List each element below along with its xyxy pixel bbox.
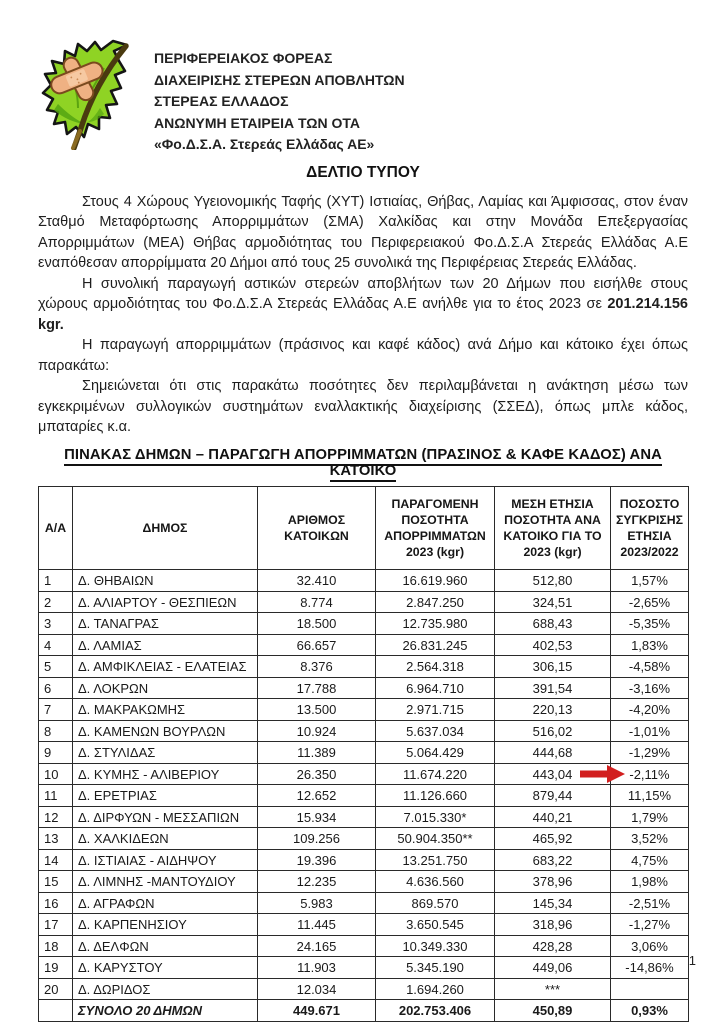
yearly-comparison-pct: 1,57% [611, 570, 689, 592]
waste-quantity: 6.964.710 [376, 677, 495, 699]
yearly-comparison-pct: -5,35% [611, 613, 689, 635]
yearly-comparison-pct: -3,16% [611, 677, 689, 699]
page-number: 1 [688, 953, 696, 968]
municipality-name: Δ. ΚΥΜΗΣ - ΑΛΙΒΕΡΙΟΥ [73, 763, 258, 785]
waste-quantity: 2.971.715 [376, 699, 495, 721]
yearly-comparison-pct: 3,52% [611, 828, 689, 850]
table-row [39, 785, 689, 807]
yearly-comparison-pct: -1,01% [611, 720, 689, 742]
table-title-text: ΠΙΝΑΚΑΣ ΔΗΜΩΝ – ΠΑΡΑΓΩΓΗ ΑΠΟΡΡΙΜΜΑΤΩΝ (ΠΡΑΣΙΝΟΣ & ΚΑΦΕ ΚΑΔΟΣ) ΑΝΑ ΚΑΤΟΙΚΟ [64, 447, 662, 482]
per-capita-quantity: 465,92 [495, 828, 611, 850]
paragraph-per-capita-intro: Η παραγωγή απορριμμάτων (πράσινος και καφέ κάδος) ανά Δήμο και κάτοικο έχει όπως παρακάτω: [38, 337, 688, 374]
row-index: 10 [39, 763, 73, 785]
row-index: 16 [39, 892, 73, 914]
row-index: 2 [39, 591, 73, 613]
per-capita-quantity: 378,96 [495, 871, 611, 893]
municipality-name: Δ. ΛΙΜΝΗΣ -ΜΑΝΤΟΥΔΙΟΥ [73, 871, 258, 893]
municipality-name: Δ. ΤΑΝΑΓΡΑΣ [73, 613, 258, 635]
yearly-comparison-pct: -4,58% [611, 656, 689, 678]
residents-count: 13.500 [258, 699, 376, 721]
per-capita-quantity: 444,68 [495, 742, 611, 764]
waste-quantity: 5.064.429 [376, 742, 495, 764]
table-row [39, 634, 689, 656]
waste-quantity: 11.126.660 [376, 785, 495, 807]
per-capita-quantity: 318,96 [495, 914, 611, 936]
municipality-name: Δ. ΚΑΡΠΕΝΗΣΙΟΥ [73, 914, 258, 936]
table-header [39, 486, 689, 570]
waste-quantity: 3.650.545 [376, 914, 495, 936]
total-residents: 449.671 [258, 1000, 376, 1022]
table-row [39, 871, 689, 893]
per-capita-quantity: 683,22 [495, 849, 611, 871]
municipality-name: Δ. ΚΑΡΥΣΤΟΥ [73, 957, 258, 979]
paragraph-total-production [38, 274, 688, 336]
table-row [39, 914, 689, 936]
municipality-name: Δ. ΔΕΛΦΩΝ [73, 935, 258, 957]
total-pct: 0,93% [611, 1000, 689, 1022]
org-logo [38, 38, 138, 150]
residents-count: 8.774 [258, 591, 376, 613]
waste-quantity: 12.735.980 [376, 613, 495, 635]
residents-count: 24.165 [258, 935, 376, 957]
table-row [39, 570, 689, 592]
table-row [39, 656, 689, 678]
row-index: 3 [39, 613, 73, 635]
waste-quantity: 1.694.260 [376, 978, 495, 1000]
table-row [39, 699, 689, 721]
total-quantity: 202.753.406 [376, 1000, 495, 1022]
per-capita-quantity: 324,51 [495, 591, 611, 613]
residents-count: 11.903 [258, 957, 376, 979]
municipality-name: Δ. ΣΤΥΛΙΔΑΣ [73, 742, 258, 764]
row-index: 13 [39, 828, 73, 850]
row-index: 11 [39, 785, 73, 807]
table-title [38, 447, 688, 479]
municipality-name: Δ. ΛΑΜΙΑΣ [73, 634, 258, 656]
municipality-name: Δ. ΑΓΡΑΦΩΝ [73, 892, 258, 914]
residents-count: 17.788 [258, 677, 376, 699]
org-line-2: ΔΙΑΧΕΙΡΙΣΗΣ ΣΤΕΡΕΩΝ ΑΠΟΒΛΗΤΩΝ [154, 71, 405, 88]
table-row [39, 677, 689, 699]
per-capita-quantity: 220,13 [495, 699, 611, 721]
yearly-comparison-pct: -14,86% [611, 957, 689, 979]
row-index: 19 [39, 957, 73, 979]
yearly-comparison-pct: -4,20% [611, 699, 689, 721]
residents-count: 8.376 [258, 656, 376, 678]
row-index: 14 [39, 849, 73, 871]
municipality-name: Δ. ΚΑΜΕΝΩΝ ΒΟΥΡΛΩΝ [73, 720, 258, 742]
table-row [39, 978, 689, 1000]
residents-count: 12.652 [258, 785, 376, 807]
per-capita-quantity: 428,28 [495, 935, 611, 957]
row-index: 4 [39, 634, 73, 656]
residents-count: 109.256 [258, 828, 376, 850]
residents-count: 32.410 [258, 570, 376, 592]
table-row [39, 828, 689, 850]
row-index: 20 [39, 978, 73, 1000]
total-production-value: 201.214.156 kgr. [38, 296, 688, 333]
table-row [39, 591, 689, 613]
yearly-comparison-pct: -1,29% [611, 742, 689, 764]
per-capita-quantity: 516,02 [495, 720, 611, 742]
waste-quantity: 26.831.245 [376, 634, 495, 656]
yearly-comparison-pct: 1,79% [611, 806, 689, 828]
municipality-name: Δ. ΕΡΕΤΡΙΑΣ [73, 785, 258, 807]
letterhead [38, 38, 688, 156]
row-index: 7 [39, 699, 73, 721]
org-name-block [154, 38, 405, 156]
residents-count: 18.500 [258, 613, 376, 635]
waste-quantity: 4.636.560 [376, 871, 495, 893]
table-row [39, 613, 689, 635]
row-index: 5 [39, 656, 73, 678]
municipality-name: Δ. ΧΑΛΚΙΔΕΩΝ [73, 828, 258, 850]
per-capita-quantity: 879,44 [495, 785, 611, 807]
table-row [39, 742, 689, 764]
municipalities-table [38, 486, 689, 1022]
total-row-index [39, 1000, 73, 1022]
per-capita-quantity: 306,15 [495, 656, 611, 678]
waste-quantity: 16.619.960 [376, 570, 495, 592]
org-line-5: «Φο.Δ.Σ.Α. Στερεάς Ελλάδας ΑΕ» [154, 136, 375, 152]
residents-count: 12.235 [258, 871, 376, 893]
leaf-with-bandage-icon [38, 38, 138, 150]
waste-quantity: 5.345.190 [376, 957, 495, 979]
per-capita-quantity: 688,43 [495, 613, 611, 635]
press-release-title: ΔΕΛΤΙΟ ΤΥΠΟΥ [306, 163, 420, 181]
per-capita-quantity: 512,80 [495, 570, 611, 592]
municipality-name: Δ. ΙΣΤΙΑΙΑΣ - ΑΙΔΗΨΟΥ [73, 849, 258, 871]
paragraph-total-production-text: Η συνολική παραγωγή αστικών στερεών αποβλήτων των 20 Δήμων που εισήλθε στους χώρους αρμοδιότητας του Φο.Δ.Σ.Α Στερεάς Ελλάδας Α.Ε ανήλθε για το έτος 2023 σε [38, 275, 688, 312]
per-capita-quantity: 402,53 [495, 634, 611, 656]
municipality-name: Δ. ΑΜΦΙΚΛΕΙΑΣ - ΕΛΑΤΕΙΑΣ [73, 656, 258, 678]
row-index: 9 [39, 742, 73, 764]
waste-quantity: 10.349.330 [376, 935, 495, 957]
yearly-comparison-pct: -2,65% [611, 591, 689, 613]
residents-count: 12.034 [258, 978, 376, 1000]
per-capita-quantity: 391,54 [495, 677, 611, 699]
municipality-name: Δ. ΘΗΒΑΙΩΝ [73, 570, 258, 592]
per-capita-quantity: 449,06 [495, 957, 611, 979]
waste-quantity: 2.847.250 [376, 591, 495, 613]
table-row [39, 849, 689, 871]
total-per-capita: 450,89 [495, 1000, 611, 1022]
table-row [39, 806, 689, 828]
table-row [39, 720, 689, 742]
header-comparison-pct: ΠΟΣΟΣΤΟ ΣΥΓΚΡΙΣΗΣ ΕΤΗΣΙΑ 2023/2022 [611, 486, 689, 570]
per-capita-quantity: *** [495, 978, 611, 1000]
residents-count: 26.350 [258, 763, 376, 785]
waste-quantity: 5.637.034 [376, 720, 495, 742]
per-capita-quantity: 440,21 [495, 806, 611, 828]
yearly-comparison-pct [611, 978, 689, 1000]
org-line-3: ΣΤΕΡΕΑΣ ΕΛΛΑΔΟΣ [154, 93, 289, 109]
waste-quantity: 13.251.750 [376, 849, 495, 871]
table-row [39, 892, 689, 914]
residents-count: 5.983 [258, 892, 376, 914]
table-footer [39, 1000, 689, 1022]
residents-count: 66.657 [258, 634, 376, 656]
paragraph-note-ssed: Σημειώνεται ότι στις παρακάτω ποσότητες δεν περιλαμβάνεται η ανάκτηση μέσω των εγκεκριμένων συλλογικών συστημάτων εναλλακτικής διαχείρισης (ΣΣΕΔ), όπως μπλε κάδος, μπαταρίες κ.α. [38, 378, 688, 435]
table-body [39, 570, 689, 1000]
residents-count: 10.924 [258, 720, 376, 742]
municipality-name: Δ. ΜΑΚΡΑΚΩΜΗΣ [73, 699, 258, 721]
yearly-comparison-pct: 3,06% [611, 935, 689, 957]
header-quantity-2023: ΠΑΡΑΓΟΜΕΝΗ ΠΟΣΟΤΗΤΑ ΑΠΟΡΡΙΜΜΑΤΩΝ 2023 (kgr) [376, 486, 495, 570]
table-row [39, 957, 689, 979]
residents-count: 19.396 [258, 849, 376, 871]
residents-count: 11.445 [258, 914, 376, 936]
yearly-comparison-pct: 1,98% [611, 871, 689, 893]
org-line-1: ΠΕΡΙΦΕΡΕΙΑΚΟΣ ΦΟΡΕΑΣ [154, 50, 333, 66]
header-municipality: ΔΗΜΟΣ [73, 486, 258, 570]
row-index: 6 [39, 677, 73, 699]
municipality-name: Δ. ΑΛΙΑΡΤΟΥ - ΘΕΣΠΙΕΩΝ [73, 591, 258, 613]
row-index: 8 [39, 720, 73, 742]
row-index: 1 [39, 570, 73, 592]
residents-count: 11.389 [258, 742, 376, 764]
total-label: ΣΥΝΟΛΟ 20 ΔΗΜΩΝ [73, 1000, 258, 1022]
yearly-comparison-pct: 4,75% [611, 849, 689, 871]
per-capita-quantity: 443,04 [495, 763, 611, 785]
yearly-comparison-pct: 11,15% [611, 785, 689, 807]
municipality-name: Δ. ΔΩΡΙΔΟΣ [73, 978, 258, 1000]
residents-count: 15.934 [258, 806, 376, 828]
yearly-comparison-pct: -2,11% [611, 763, 689, 785]
header-aa: Α/Α [39, 486, 73, 570]
table-row [39, 763, 689, 785]
header-per-capita-2023: ΜΕΣΗ ΕΤΗΣΙΑ ΠΟΣΟΤΗΤΑ ΑΝΑ ΚΑΤΟΙΚΟ ΓΙΑ ΤΟ 2023 (kgr) [495, 486, 611, 570]
municipality-name: Δ. ΛΟΚΡΩΝ [73, 677, 258, 699]
municipality-name: Δ. ΔΙΡΦΥΩΝ - ΜΕΣΣΑΠΙΩΝ [73, 806, 258, 828]
row-index: 17 [39, 914, 73, 936]
waste-quantity: 2.564.318 [376, 656, 495, 678]
yearly-comparison-pct: -1,27% [611, 914, 689, 936]
waste-quantity: 869.570 [376, 892, 495, 914]
waste-quantity: 50.904.350** [376, 828, 495, 850]
row-index: 15 [39, 871, 73, 893]
waste-quantity: 11.674.220 [376, 763, 495, 785]
org-line-4: ΑΝΩΝΥΜΗ ΕΤΑΙΡΕΙΑ ΤΩΝ ΟΤΑ [154, 114, 361, 131]
row-index: 12 [39, 806, 73, 828]
header-residents: ΑΡΙΘΜΟΣ ΚΑΤΟΙΚΩΝ [258, 486, 376, 570]
waste-quantity: 7.015.330* [376, 806, 495, 828]
yearly-comparison-pct: -2,51% [611, 892, 689, 914]
yearly-comparison-pct: 1,83% [611, 634, 689, 656]
table-row [39, 935, 689, 957]
row-index: 18 [39, 935, 73, 957]
paragraph-sites: Στους 4 Χώρους Υγειονομικής Ταφής (ΧΥΤ) Ιστιαίας, Θήβας, Λαμίας και Άμφισσας, στον έναν Σταθμό Μεταφόρτωσης Απορριμμάτων (ΣΜΑ) Χαλκίδας και στην Μονάδα Επεξεργασίας Απορριμμάτων (ΜΕΑ) Θήβας αρμοδιότητας του Περιφερειακού Φο.Δ.Σ.Α Στερεάς Ελλάδας Α.Ε εναπόθεσαν απορρίμματα 20 Δήμοι από τους 25 συνολικά της Περιφέρειας Στερεάς Ελλάδας. [38, 193, 688, 271]
per-capita-quantity: 145,34 [495, 892, 611, 914]
total-row [39, 1000, 689, 1022]
